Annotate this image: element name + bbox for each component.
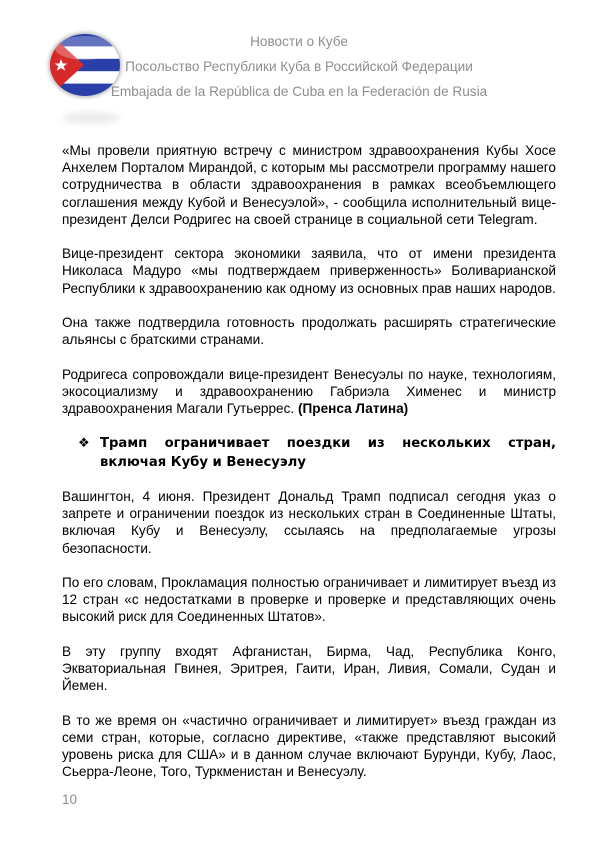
article-title: Трамп ограничивает поездки из нескольких стран, включая Кубу и Венесуэлу: [100, 436, 556, 470]
paragraph: В эту группу входят Афганистан, Бирма, Чад, Республика Конго, Экваториальная Гвинея, Эритрея, Гаити, Иран, Ливия, Сомали, Судан и Йемен.: [62, 643, 556, 694]
news-source: (Пренса Латина): [297, 401, 409, 416]
paragraph: Вице-президент сектора экономики заявила, что от имени президента Николаса Мадуро «мы подтверждаем приверженность» Боливарианской Республики к здравоохранению как одному из основных прав наших народов.: [62, 246, 556, 296]
header-embassy-es: Embajada de la República de Cuba en la Federación de Rusia: [110, 84, 488, 99]
diamond-bullet-icon: ❖: [78, 435, 90, 451]
paragraph: По его словам, Прокламация полностью ограничивает и лимитирует въезд из 12 стран «с недостатками в проверке и проверке и представляющих очень высокий риск для Соединенных Штатов».: [62, 574, 556, 625]
paragraph: Она также подтвердила готовность продолжать расширять стратегические альянсы с братскими странами.: [62, 315, 556, 348]
paragraph-text: Родригеса сопровождали вице-президент Венесуэлы по науке, технологиям, экосоциализму и здравоохранению Габриэла Хименес и министр здравоохранения Магали Гутьеррес.: [62, 366, 556, 416]
decorative-shadow: [62, 112, 120, 124]
article-heading: [62, 434, 556, 470]
header-embassy-ru: Посольство Республики Куба в Российской Федерации: [125, 59, 473, 74]
page-number: 10: [62, 792, 78, 807]
paragraph: Вашингтон, 4 июня. Президент Дональд Трамп подписал сегодня указ о запрете и ограничении поездок из нескольких стран в Соединенные Штаты, включая Кубу и Венесуэлу, ссылаясь на предполагаемые угрозы безопасности.: [62, 488, 556, 556]
paragraph: В то же время он «частично ограничивает и лимитирует» въезд граждан из семи стран, которые, согласно директиве, «также представляют высокий уровень риска для США» и в данном случае включают Бурунди, Кубу, Лаос, Сьерра-Леоне, Того, Туркменистан и Венесуэлу.: [62, 712, 556, 780]
page-header: [0, 0, 598, 110]
header-title: Новости о Кубе: [250, 34, 348, 49]
paragraph: [62, 366, 556, 418]
page-body: [62, 142, 556, 780]
paragraph: «Мы провели приятную встречу с министром здравоохранения Кубы Хосе Анхелем Порталом Мирандой, с которым мы рассмотрели программу нашего сотрудничества в области здравоохранения в рамках всеобъемлющего соглашения между Кубой и Венесуэлой», - сообщила исполнительный вице-президент Делси Родригес на своей странице в социальной сети Telegram.: [62, 143, 556, 227]
